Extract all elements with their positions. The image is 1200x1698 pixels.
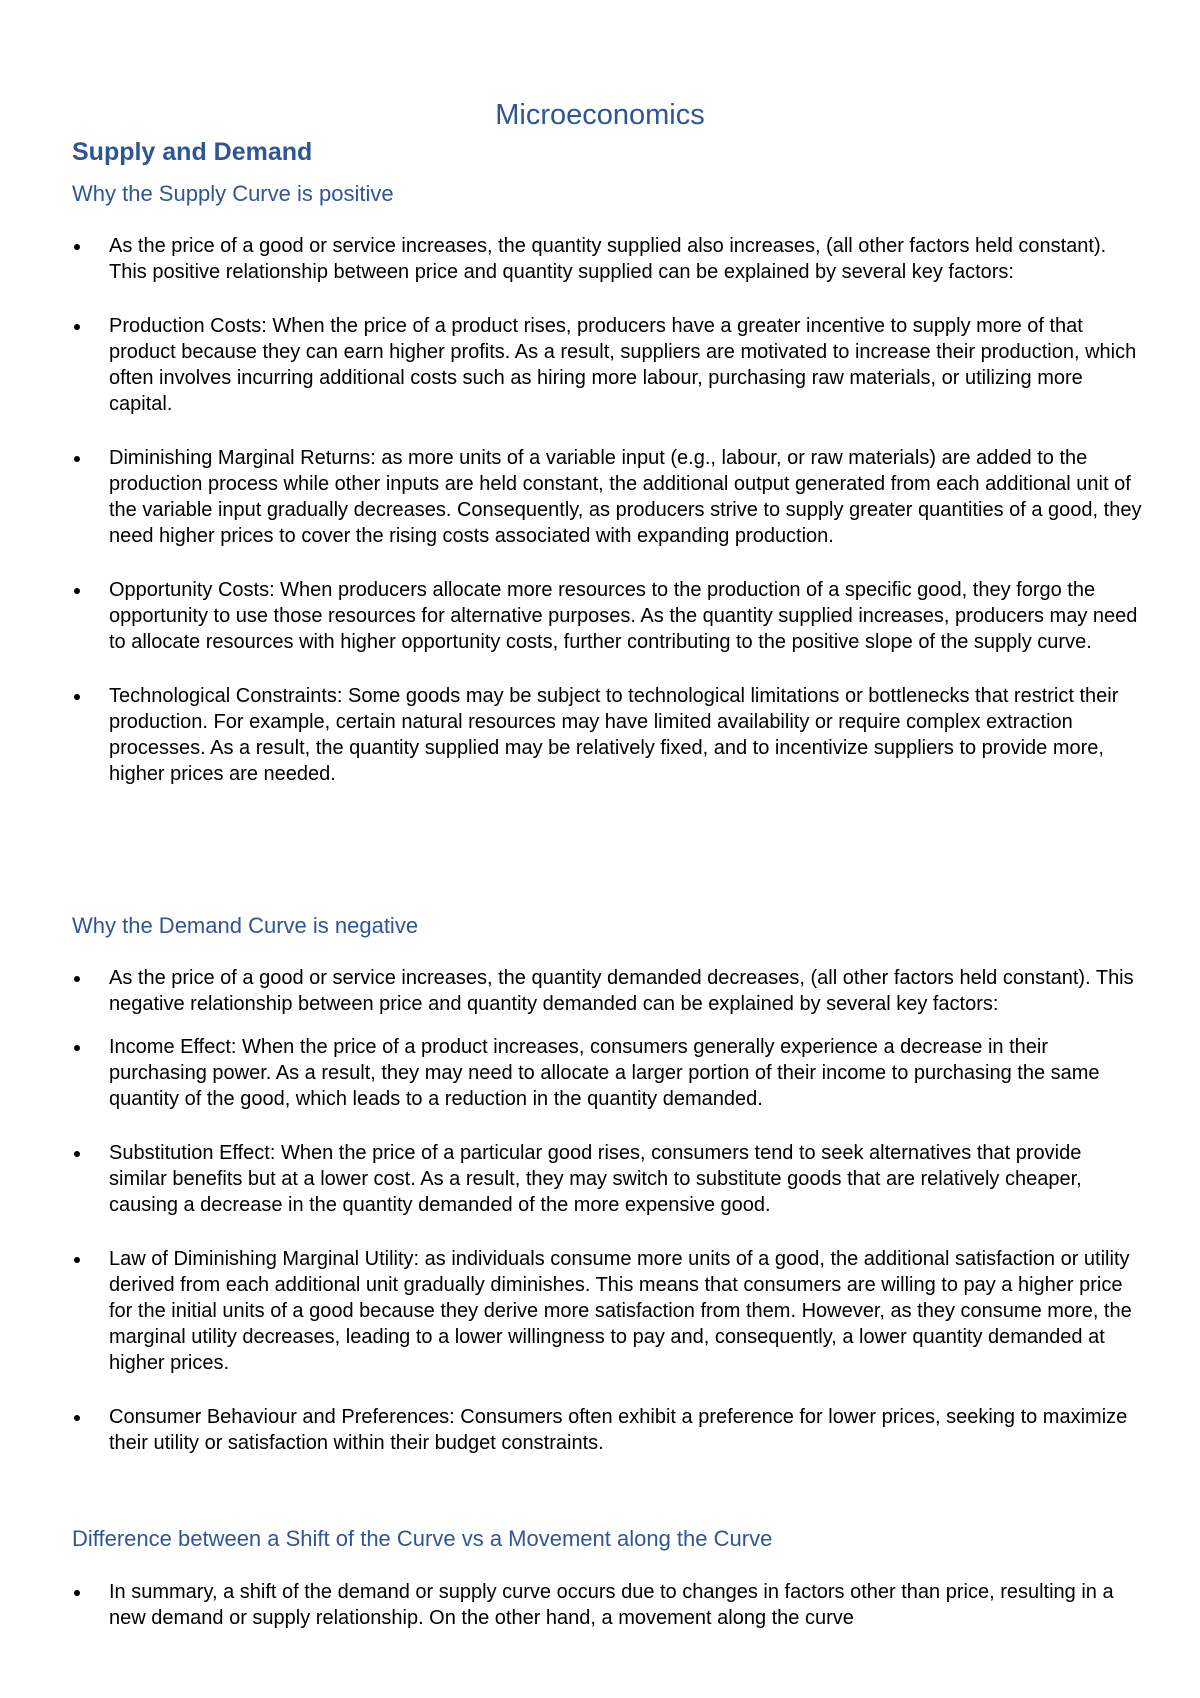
list-item: Opportunity Costs: When producers allocate more resources to the production of a specific good, they forgo the opportunity to use those resources for alternative purposes. As the quantity supplied increases, producers may need to allocate resources with higher opportunity costs, further contributing to the positive slope of the supply curve.	[72, 577, 1142, 655]
list-item: As the price of a good or service increases, the quantity demanded decreases, (all other factors held constant). This negative relationship between price and quantity demanded can be explained by several key factors:	[72, 965, 1142, 1017]
supply-list	[72, 233, 1142, 787]
list-item: Income Effect: When the price of a product increases, consumers generally experience a decrease in their purchasing power. As a result, they may need to allocate a larger portion of their income to purchasing the same quantity of the good, which leads to a reduction in the quantity demanded.	[72, 1034, 1142, 1112]
shift-list	[72, 1579, 1142, 1631]
demand-heading: Why the Demand Curve is negative	[72, 913, 419, 938]
list-item: Production Costs: When the price of a product rises, producers have a greater incentive to supply more of that product because they can earn higher profits. As a result, suppliers are motivated to increase their production, which often involves incurring additional costs such as hiring more labour, purchasing raw materials, or utilizing more capital.	[72, 313, 1142, 417]
demand-list	[72, 965, 1142, 1456]
section-heading: Supply and Demand	[72, 138, 313, 166]
document-title: Microeconomics	[495, 99, 705, 131]
list-item: Technological Constraints: Some goods may be subject to technological limitations or bottlenecks that restrict their production. For example, certain natural resources may have limited availability or require complex extraction processes. As a result, the quantity supplied may be relatively fixed, and to incentivize suppliers to provide more, higher prices are needed.	[72, 683, 1142, 787]
supply-heading: Why the Supply Curve is positive	[72, 181, 394, 206]
list-item: Law of Diminishing Marginal Utility: as individuals consume more units of a good, the additional satisfaction or utility derived from each additional unit gradually diminishes. This means that consumers are willing to pay a higher price for the initial units of a good because they derive more satisfaction from them. However, as they consume more, the marginal utility decreases, leading to a lower willingness to pay and, consequently, a lower quantity demanded at higher prices.	[72, 1246, 1142, 1376]
list-item: Substitution Effect: When the price of a particular good rises, consumers tend to seek alternatives that provide similar benefits but at a lower cost. As a result, they may switch to substitute goods that are relatively cheaper, causing a decrease in the quantity demanded of the more expensive good.	[72, 1140, 1142, 1218]
shift-heading: Difference between a Shift of the Curve vs a Movement along the Curve	[72, 1526, 773, 1551]
list-item: As the price of a good or service increases, the quantity supplied also increases, (all other factors held constant). This positive relationship between price and quantity supplied can be explained by several key factors:	[72, 233, 1142, 285]
list-item: Diminishing Marginal Returns: as more units of a variable input (e.g., labour, or raw materials) are added to the production process while other inputs are held constant, the additional output generated from each additional unit of the variable input gradually decreases. Consequently, as producers strive to supply greater quantities of a good, they need higher prices to cover the rising costs associated with expanding production.	[72, 445, 1142, 549]
list-item: In summary, a shift of the demand or supply curve occurs due to changes in factors other than price, resulting in a new demand or supply relationship. On the other hand, a movement along the curve	[72, 1579, 1142, 1631]
list-item: Consumer Behaviour and Preferences: Consumers often exhibit a preference for lower prices, seeking to maximize their utility or satisfaction within their budget constraints.	[72, 1404, 1142, 1456]
